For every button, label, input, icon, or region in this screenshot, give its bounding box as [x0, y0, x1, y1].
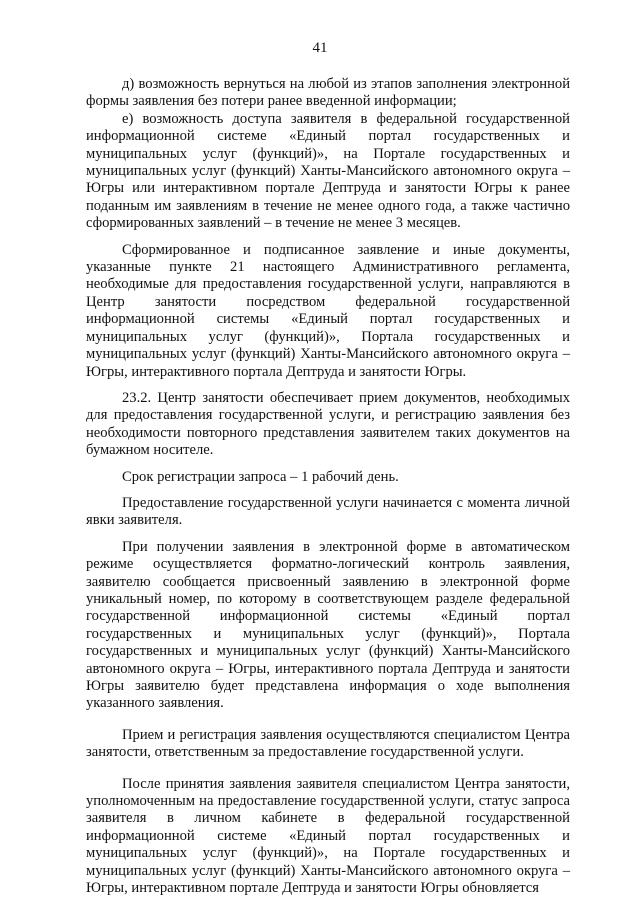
paragraph-d: д) возможность вернуться на любой из этапов заполнения электронной формы заявления без потери ранее введенной информации; [86, 76, 570, 110]
paragraph-registration-term: Срок регистрации запроса – 1 рабочий день. [122, 468, 399, 485]
document-body [86, 76, 570, 897]
paragraph-e: е) возможность доступа заявителя в федеральной государственной информационной системе «Единый портал государственных и муниципальных услуг (функций)», на Портале государственных и муниципальных услуг (функций) Ханты-Мансийского автономного округа – Югры или интерактивном портале Дептруда и занятости Югры к ранее поданным им заявлениям в течение не менее одного года, а также частично сформированных заявлений – в течение не менее 3 месяцев. [86, 110, 570, 232]
page-number: 41 [312, 40, 328, 56]
paragraph-reception: Прием и регистрация заявления осуществляются специалистом Центра занятости, ответственным за предоставление государственной услуги. [86, 726, 570, 761]
paragraph-23-2: 23.2. Центр занятости обеспечивает прием документов, необходимых для предоставления государственной услуги, и регистрацию заявления без необходимости повторного представления заявителем таких документов на бумажном носителе. [86, 389, 570, 459]
paragraph-electronic-control: При получении заявления в электронной форме в автоматическом режиме осуществляется форматно-логический контроль заявления, заявителю сообщается присвоенный заявлению в электронной форме уникальный номер, по которому в соответствующем разделе федеральной государственной информационной системы «Единый портал государственных и муниципальных услуг (функций)», Портала государственных и муниципальных услуг (функций) Ханты-Мансийского автономного округа – Югры, интерактивного портала Дептруда и занятости Югры заявителю будет представлена информация о ходе выполнения указанного заявления. [86, 538, 570, 712]
paragraph-status-update: После принятия заявления заявителя специалистом Центра занятости, уполномоченным на предоставление государственной услуги, статус запроса заявителя в личном кабинете в федеральной государственной информационной системе «Единый портал государственных и муниципальных услуг (функций)», на Портале государственных и муниципальных услуг (функций) Ханты-Мансийского автономного округа – Югры, интерактивном портале Дептруда и занятости Югры обновляется [86, 775, 570, 897]
paragraph-service-start: Предоставление государственной услуги начинается с момента личной явки заявителя. [86, 494, 570, 529]
paragraph-submission: Сформированное и подписанное заявление и иные документы, указанные пункте 21 настоящего Административного регламента, необходимые для предоставления государственной услуги, направляются в Центр занятости посредством федеральной государственной информационной системы «Единый портал государственных и муниципальных услуг (функций)», Портала государственных и муниципальных услуг (функций) Ханты-Мансийского автономного округа – Югры, интерактивного портала Дептруда и занятости Югры. [86, 241, 570, 380]
